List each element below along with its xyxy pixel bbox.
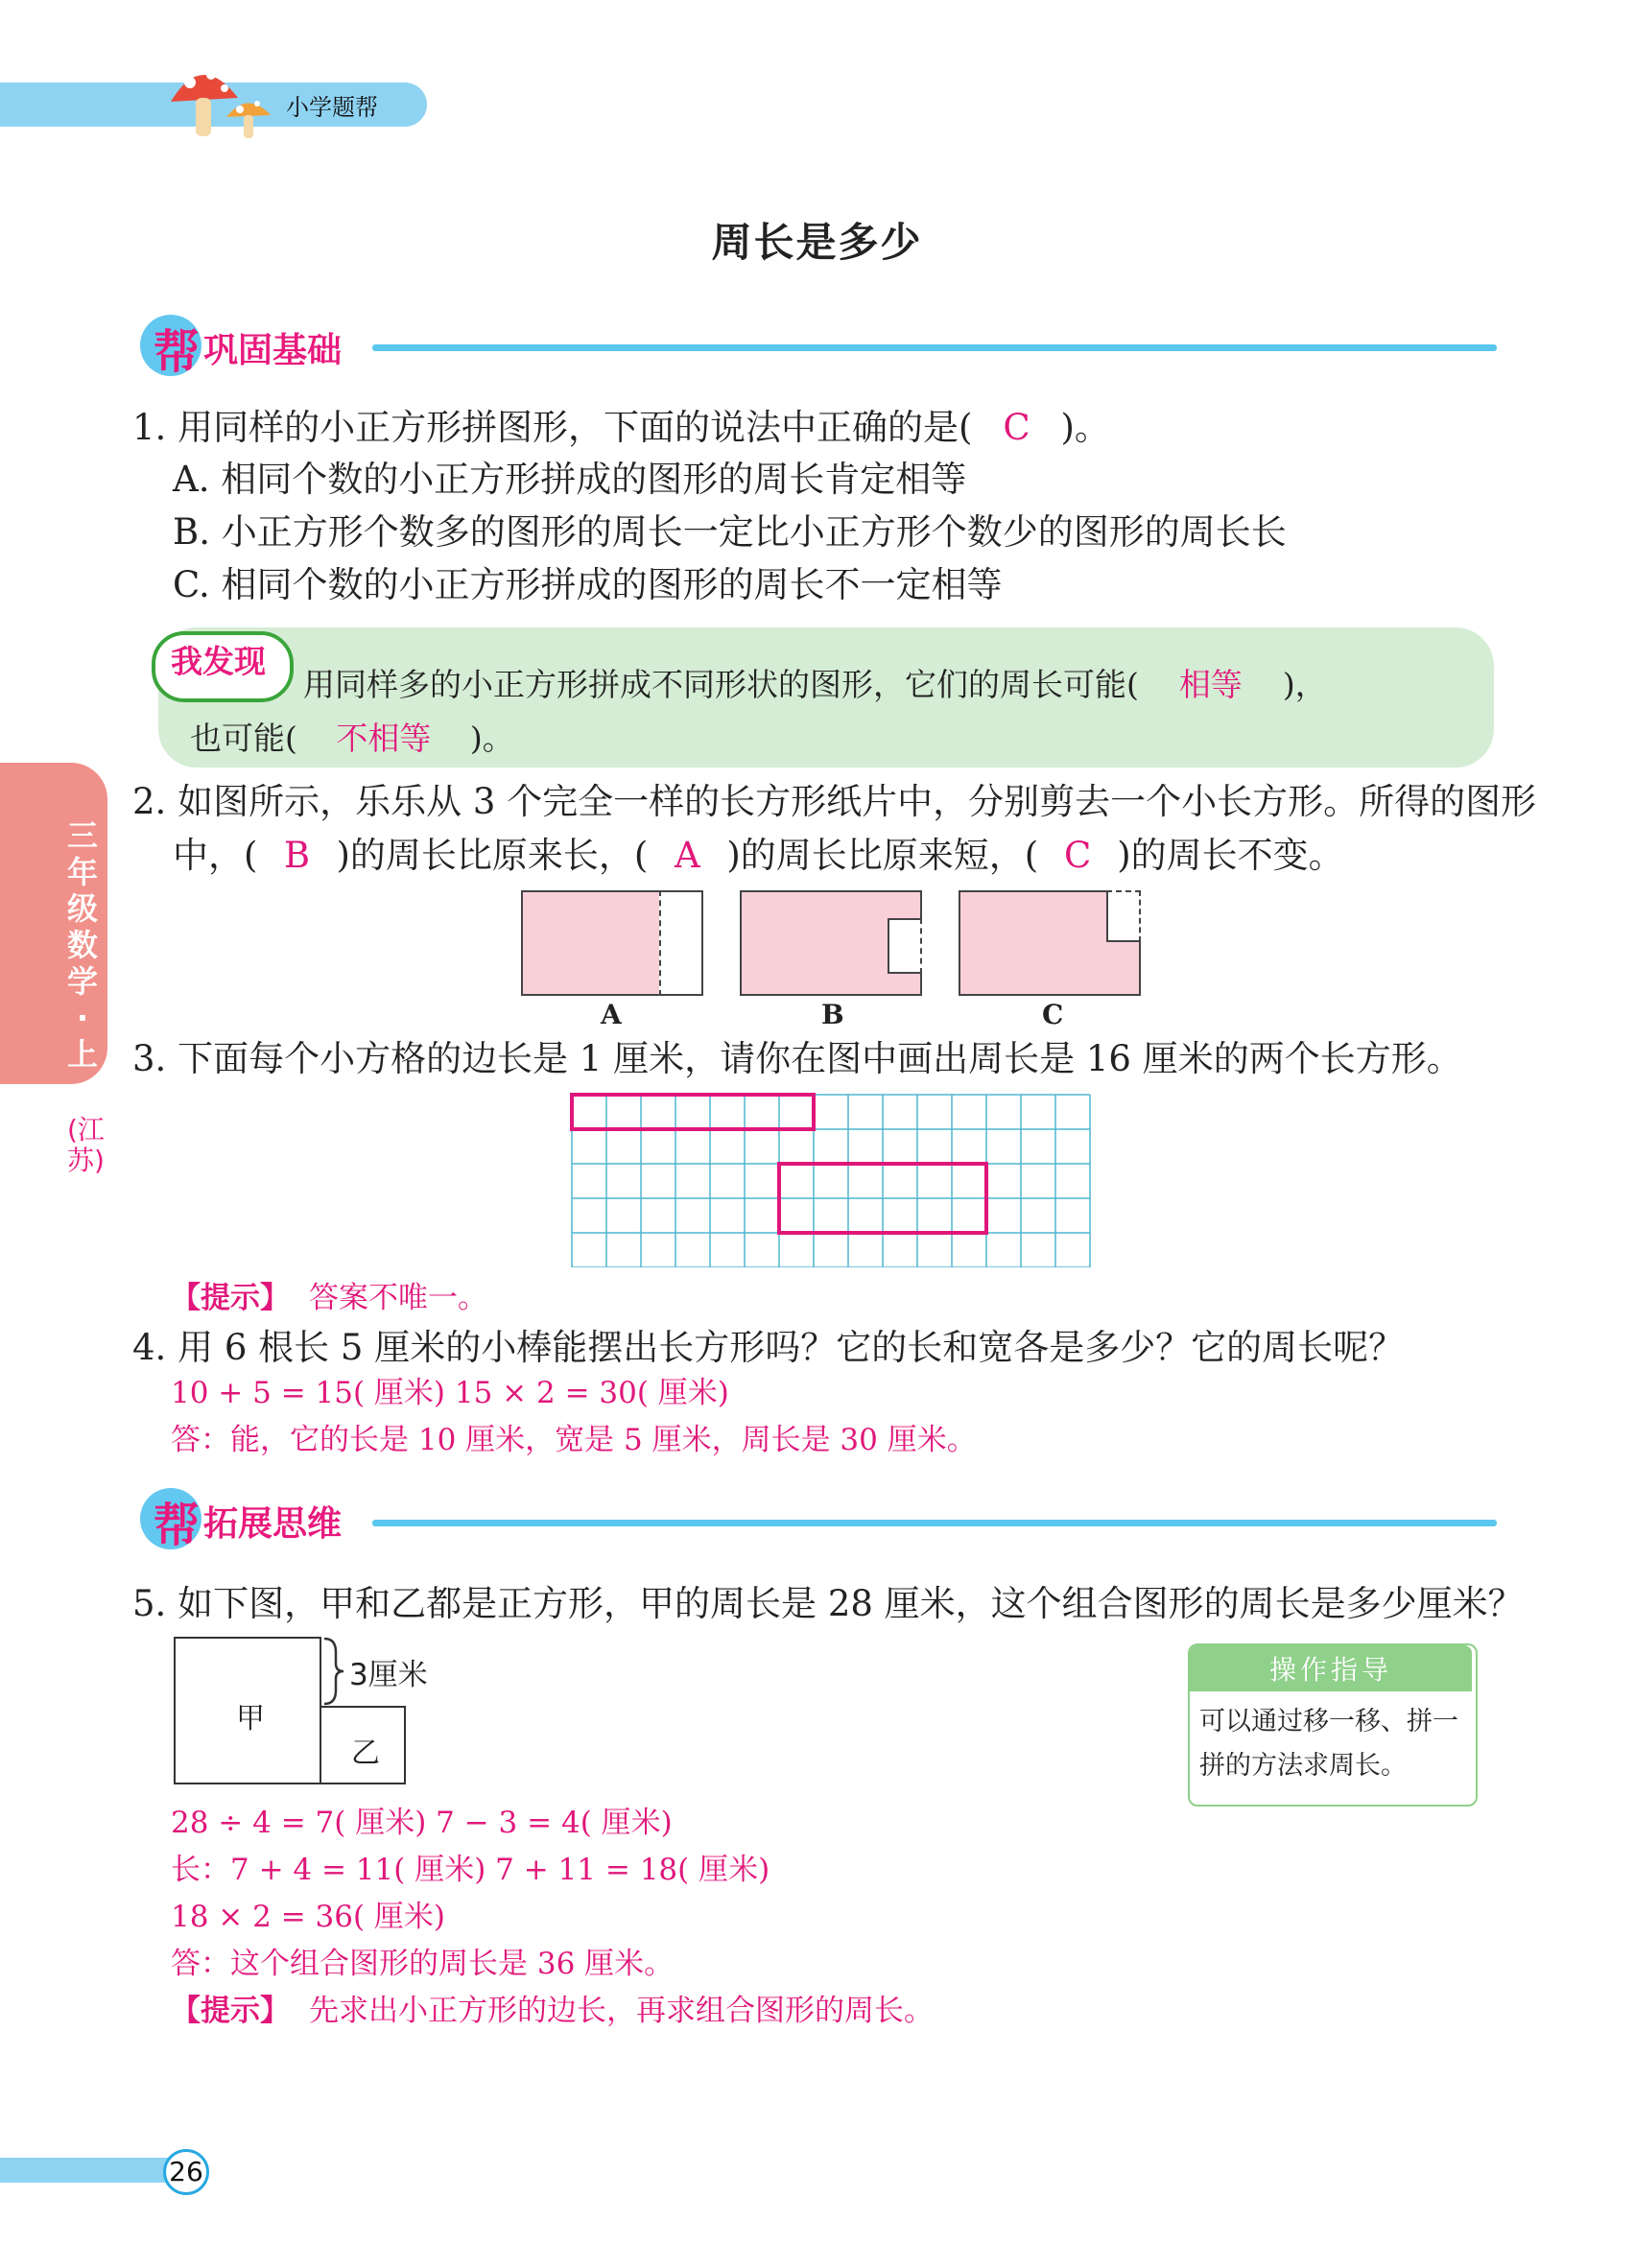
brand-name: 小学题帮 [286, 94, 378, 121]
discover-tag: 我发现 [171, 643, 266, 680]
discover-line1: 用同样多的小正方形拼成不同形状的图形，它们的周长可能( 相等 )， [303, 662, 1327, 708]
figure-b-label: B [821, 999, 844, 1030]
q5-hint: 【提示】 先求出小正方形的边长，再求组合图形的周长。 [171, 1994, 934, 2028]
mushroom-logo-icon [163, 56, 278, 152]
section-divider [372, 1520, 1497, 1526]
section-basic-title: 巩固基础 [203, 331, 343, 370]
figure-a-cutout [659, 890, 703, 996]
section-basic-bang: 帮 [154, 325, 201, 379]
hint-tag: 【提示】 [171, 1994, 290, 2028]
q5-answer-line3: 18 × 2 = 36( 厘米) [171, 1900, 446, 1934]
discover-answer-1: 相等 [1178, 666, 1243, 703]
discover-line2: 也可能( 不相等 )。 [190, 716, 514, 762]
section-extend-title: 拓展思维 [203, 1504, 343, 1544]
q5-stem: 5. 如下图，甲和乙都是正方形，甲的周长是 28 厘米，这个组合图形的周长是多少厘米？ [132, 1583, 1524, 1624]
hint-tag: 【提示】 [171, 1281, 290, 1315]
q3-hint: 【提示】 答案不唯一。 [171, 1281, 487, 1315]
q2-answer-shorter: A [674, 835, 700, 876]
operation-guide-text: 可以通过移一移、拼一拼的方法求周长。 [1199, 1707, 1458, 1781]
page-title: 周长是多少 [711, 219, 923, 266]
figure-b-cutout [888, 918, 922, 974]
q2-stem-line2: 中，( B )的周长比原来长，( A )的周长比原来短，( C )的周长不变。 [173, 831, 1344, 881]
square-yi-label: 乙 [351, 1736, 380, 1770]
q2-stem-line1: 2. 如图所示，乐乐从 3 个完全一样的长方形纸片中，分别剪去一个小长方形。所得的图形 [132, 781, 1537, 822]
q4-answer-line1: 10 + 5 = 15( 厘米) 15 × 2 = 30( 厘米) [171, 1376, 729, 1410]
section-divider [372, 344, 1497, 351]
q2-answer-longer: B [283, 835, 311, 876]
section-extend-bang: 帮 [154, 1499, 201, 1552]
q1-option-b: B. 小正方形个数多的图形的周长一定比小正方形个数少的图形的周长长 [173, 511, 1287, 553]
q4-stem: 4. 用 6 根长 5 厘米的小棒能摆出长方形吗？它的长和宽各是多少？它的周长呢？ [132, 1327, 1405, 1368]
operation-guide-title: 操作指导 [1268, 1654, 1392, 1686]
q5-answer-line2: 长：7 + 4 = 11( 厘米) 7 + 11 = 18( 厘米) [171, 1853, 770, 1887]
figure-c [959, 890, 1141, 996]
figure-a [521, 890, 703, 996]
figure-c-cutout [1106, 890, 1141, 942]
figure-b [740, 890, 922, 996]
q1-option-a: A. 相同个数的小正方形拼成的图形的周长肯定相等 [173, 459, 967, 500]
side-grade-label: 三年级数学·上 [66, 817, 98, 1073]
q1-stem: 1. 用同样的小正方形拼图形，下面的说法中正确的是( C )。 [132, 403, 1110, 453]
q5-answer-line4: 答：这个组合图形的周长是 36 厘米。 [171, 1947, 675, 1981]
side-region-label: (江苏) [67, 1114, 105, 1176]
q4-answer-line2: 答：能，它的长是 10 厘米，宽是 5 厘米，周长是 30 厘米。 [171, 1423, 977, 1457]
brace-icon [322, 1637, 345, 1706]
discover-answer-2: 不相等 [336, 720, 432, 757]
square-grid [570, 1093, 1096, 1267]
q3-stem: 3. 下面每个小方格的边长是 1 厘米，请你在图中画出周长是 16 厘米的两个长方形。 [132, 1038, 1462, 1079]
q1-option-c: C. 相同个数的小正方形拼成的图形的周长不一定相等 [173, 564, 1003, 605]
page-number: 26 [169, 2156, 203, 2187]
q5-answer-line1: 28 ÷ 4 = 7( 厘米) 7 − 3 = 4( 厘米) [171, 1806, 673, 1840]
figure-c-label: C [1042, 999, 1064, 1030]
figure-a-label: A [601, 999, 622, 1030]
dimension-label: 3厘米 [349, 1658, 428, 1692]
q2-answer-same: C [1064, 835, 1092, 876]
square-jia-label: 甲 [236, 1702, 265, 1736]
q1-answer: C [1003, 407, 1030, 448]
answer-rectangle-1 [572, 1095, 814, 1129]
